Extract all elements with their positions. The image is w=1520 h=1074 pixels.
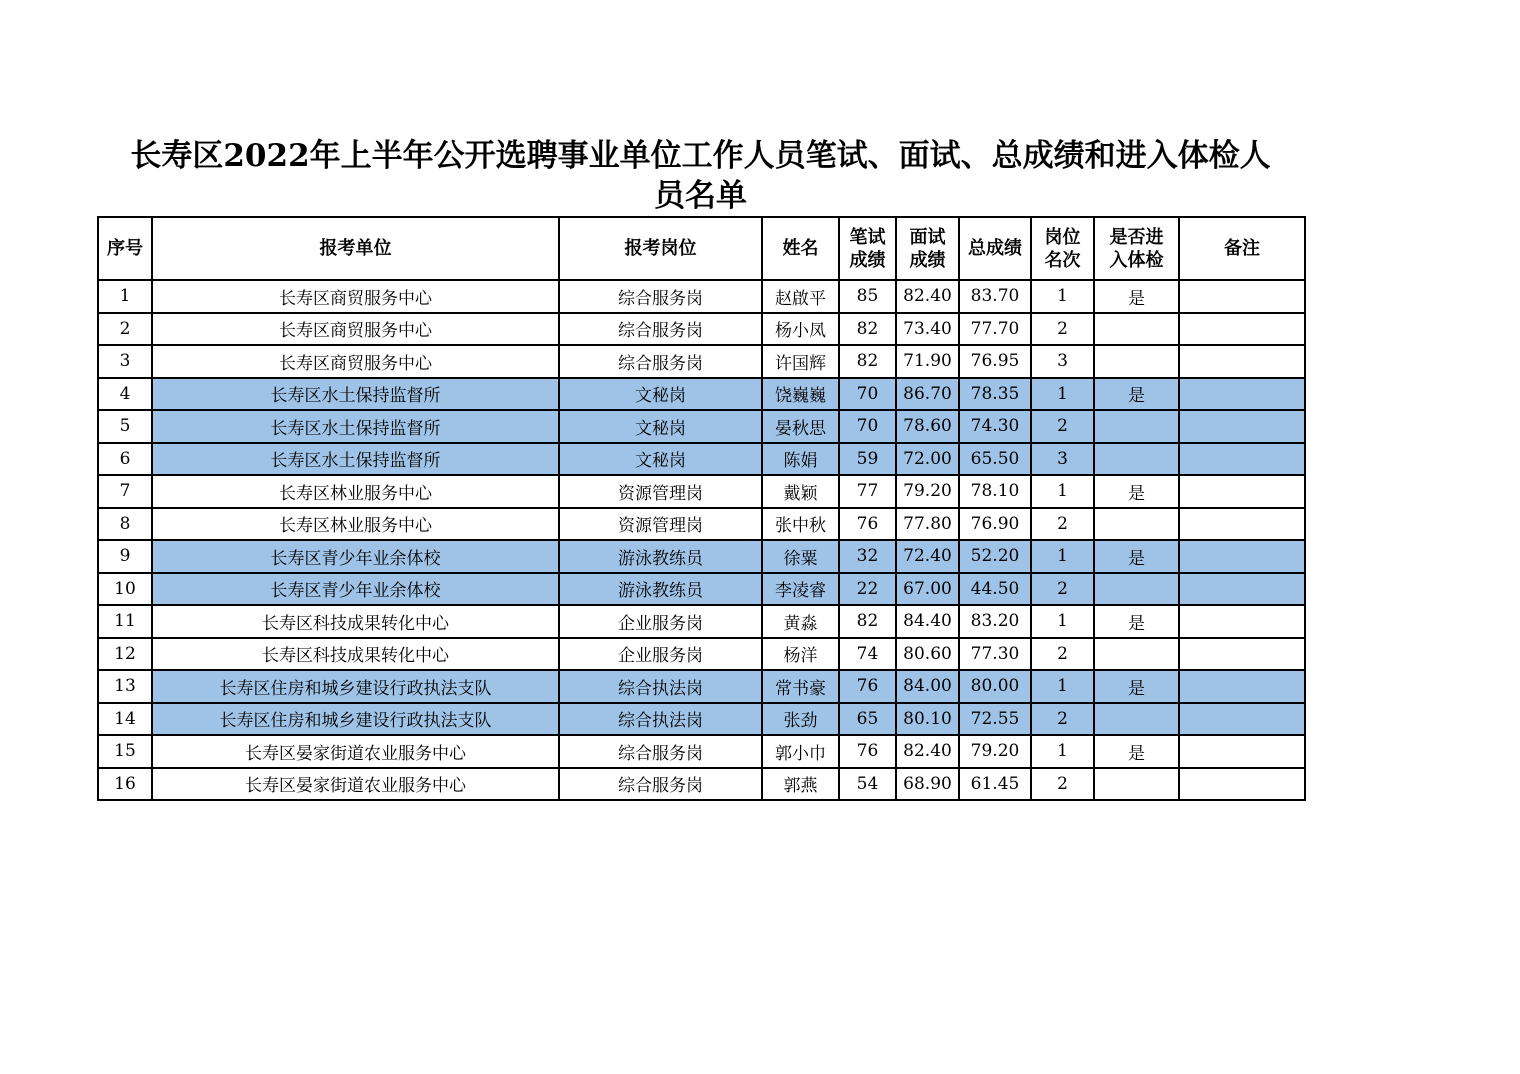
table-row bbox=[98, 605, 1305, 638]
cell-unit: 长寿区住房和城乡建设行政执法支队 bbox=[152, 703, 559, 736]
cell-remark bbox=[1179, 540, 1305, 573]
cell-interview-score: 80.60 bbox=[896, 638, 959, 671]
cell-remark bbox=[1179, 703, 1305, 736]
cell-name: 张中秋 bbox=[762, 508, 839, 541]
cell-unit: 长寿区林业服务中心 bbox=[152, 475, 559, 508]
cell-interview-score: 84.40 bbox=[896, 605, 959, 638]
cell-name: 赵啟平 bbox=[762, 280, 839, 313]
cell-unit: 长寿区晏家街道农业服务中心 bbox=[152, 768, 559, 801]
cell-physical-exam: 是 bbox=[1094, 540, 1179, 573]
table-row bbox=[98, 378, 1305, 411]
cell-interview-score: 67.00 bbox=[896, 573, 959, 606]
cell-written-score: 22 bbox=[839, 573, 896, 606]
cell-name: 黄淼 bbox=[762, 605, 839, 638]
title-line-1: 长寿区2022年上半年公开选聘事业单位工作人员笔试、面试、总成绩和进入体检人 bbox=[130, 138, 1271, 174]
cell-total-score: 83.70 bbox=[959, 280, 1031, 313]
cell-total-score: 77.70 bbox=[959, 313, 1031, 346]
cell-post: 企业服务岗 bbox=[559, 605, 762, 638]
cell-rank: 1 bbox=[1031, 378, 1094, 411]
cell-total-score: 79.20 bbox=[959, 735, 1031, 768]
table-row bbox=[98, 670, 1305, 703]
cell-seq: 3 bbox=[98, 345, 152, 378]
header-physical bbox=[1094, 217, 1179, 280]
table-row bbox=[98, 410, 1305, 443]
cell-written-score: 76 bbox=[839, 508, 896, 541]
cell-physical-exam: 是 bbox=[1094, 475, 1179, 508]
cell-name: 杨洋 bbox=[762, 638, 839, 671]
cell-name: 郭燕 bbox=[762, 768, 839, 801]
cell-written-score: 76 bbox=[839, 670, 896, 703]
cell-name: 徐粟 bbox=[762, 540, 839, 573]
cell-remark bbox=[1179, 475, 1305, 508]
cell-rank: 1 bbox=[1031, 475, 1094, 508]
table-row bbox=[98, 768, 1305, 801]
cell-interview-score: 68.90 bbox=[896, 768, 959, 801]
cell-interview-score: 72.40 bbox=[896, 540, 959, 573]
cell-physical-exam bbox=[1094, 313, 1179, 346]
cell-written-score: 82 bbox=[839, 345, 896, 378]
cell-remark bbox=[1179, 345, 1305, 378]
cell-unit: 长寿区水土保持监督所 bbox=[152, 378, 559, 411]
cell-seq: 7 bbox=[98, 475, 152, 508]
table-row bbox=[98, 475, 1305, 508]
cell-remark bbox=[1179, 443, 1305, 476]
cell-total-score: 76.90 bbox=[959, 508, 1031, 541]
cell-unit: 长寿区商贸服务中心 bbox=[152, 313, 559, 346]
cell-unit: 长寿区商贸服务中心 bbox=[152, 280, 559, 313]
cell-written-score: 70 bbox=[839, 410, 896, 443]
cell-unit: 长寿区青少年业余体校 bbox=[152, 540, 559, 573]
cell-rank: 1 bbox=[1031, 605, 1094, 638]
cell-remark bbox=[1179, 313, 1305, 346]
cell-interview-score: 84.00 bbox=[896, 670, 959, 703]
cell-name: 李凌睿 bbox=[762, 573, 839, 606]
cell-post: 资源管理岗 bbox=[559, 508, 762, 541]
cell-rank: 2 bbox=[1031, 768, 1094, 801]
cell-physical-exam bbox=[1094, 508, 1179, 541]
cell-physical-exam: 是 bbox=[1094, 670, 1179, 703]
cell-written-score: 65 bbox=[839, 703, 896, 736]
table-row bbox=[98, 313, 1305, 346]
cell-total-score: 77.30 bbox=[959, 638, 1031, 671]
cell-seq: 9 bbox=[98, 540, 152, 573]
cell-unit: 长寿区水土保持监督所 bbox=[152, 410, 559, 443]
table-row bbox=[98, 735, 1305, 768]
cell-seq: 14 bbox=[98, 703, 152, 736]
cell-rank: 1 bbox=[1031, 735, 1094, 768]
header-written-line-1: 笔试 bbox=[849, 226, 886, 248]
cell-unit: 长寿区晏家街道农业服务中心 bbox=[152, 735, 559, 768]
cell-post: 综合服务岗 bbox=[559, 313, 762, 346]
table-body bbox=[98, 280, 1305, 800]
table-row bbox=[98, 703, 1305, 736]
cell-unit: 长寿区科技成果转化中心 bbox=[152, 638, 559, 671]
cell-post: 综合执法岗 bbox=[559, 703, 762, 736]
cell-remark bbox=[1179, 735, 1305, 768]
header-unit: 报考单位 bbox=[152, 217, 559, 280]
cell-seq: 11 bbox=[98, 605, 152, 638]
table-header-row bbox=[98, 217, 1305, 280]
cell-written-score: 70 bbox=[839, 378, 896, 411]
cell-remark bbox=[1179, 768, 1305, 801]
cell-remark bbox=[1179, 670, 1305, 703]
cell-post: 文秘岗 bbox=[559, 443, 762, 476]
cell-remark bbox=[1179, 638, 1305, 671]
header-interview-score bbox=[896, 217, 959, 280]
cell-name: 郭小巾 bbox=[762, 735, 839, 768]
header-rank-line-2: 名次 bbox=[1044, 249, 1081, 271]
cell-remark bbox=[1179, 378, 1305, 411]
cell-physical-exam bbox=[1094, 410, 1179, 443]
cell-post: 综合服务岗 bbox=[559, 280, 762, 313]
cell-interview-score: 72.00 bbox=[896, 443, 959, 476]
cell-written-score: 82 bbox=[839, 313, 896, 346]
cell-seq: 8 bbox=[98, 508, 152, 541]
cell-post: 游泳教练员 bbox=[559, 540, 762, 573]
cell-rank: 2 bbox=[1031, 313, 1094, 346]
table-row bbox=[98, 345, 1305, 378]
header-interview-line-1: 面试 bbox=[909, 226, 946, 248]
cell-rank: 1 bbox=[1031, 670, 1094, 703]
cell-physical-exam: 是 bbox=[1094, 735, 1179, 768]
cell-seq: 10 bbox=[98, 573, 152, 606]
cell-physical-exam: 是 bbox=[1094, 378, 1179, 411]
cell-name: 常书豪 bbox=[762, 670, 839, 703]
cell-physical-exam bbox=[1094, 638, 1179, 671]
cell-rank: 3 bbox=[1031, 345, 1094, 378]
header-physical-line-1: 是否进 bbox=[1109, 226, 1164, 248]
cell-name: 陈娟 bbox=[762, 443, 839, 476]
cell-interview-score: 82.40 bbox=[896, 280, 959, 313]
header-name: 姓名 bbox=[762, 217, 839, 280]
cell-unit: 长寿区住房和城乡建设行政执法支队 bbox=[152, 670, 559, 703]
cell-seq: 1 bbox=[98, 280, 152, 313]
cell-name: 张劲 bbox=[762, 703, 839, 736]
cell-written-score: 82 bbox=[839, 605, 896, 638]
cell-interview-score: 78.60 bbox=[896, 410, 959, 443]
table-row bbox=[98, 540, 1305, 573]
cell-unit: 长寿区林业服务中心 bbox=[152, 508, 559, 541]
cell-seq: 15 bbox=[98, 735, 152, 768]
header-rank bbox=[1031, 217, 1094, 280]
cell-post: 企业服务岗 bbox=[559, 638, 762, 671]
cell-rank: 2 bbox=[1031, 573, 1094, 606]
cell-written-score: 54 bbox=[839, 768, 896, 801]
cell-written-score: 85 bbox=[839, 280, 896, 313]
cell-interview-score: 86.70 bbox=[896, 378, 959, 411]
cell-physical-exam bbox=[1094, 768, 1179, 801]
cell-seq: 6 bbox=[98, 443, 152, 476]
cell-remark bbox=[1179, 280, 1305, 313]
cell-rank: 1 bbox=[1031, 540, 1094, 573]
header-seq: 序号 bbox=[98, 217, 152, 280]
cell-unit: 长寿区水土保持监督所 bbox=[152, 443, 559, 476]
cell-seq: 13 bbox=[98, 670, 152, 703]
table-row bbox=[98, 508, 1305, 541]
cell-post: 综合执法岗 bbox=[559, 670, 762, 703]
cell-name: 饶巍巍 bbox=[762, 378, 839, 411]
cell-interview-score: 80.10 bbox=[896, 703, 959, 736]
cell-total-score: 61.45 bbox=[959, 768, 1031, 801]
cell-total-score: 83.20 bbox=[959, 605, 1031, 638]
cell-written-score: 77 bbox=[839, 475, 896, 508]
table-row bbox=[98, 443, 1305, 476]
cell-rank: 1 bbox=[1031, 280, 1094, 313]
cell-rank: 3 bbox=[1031, 443, 1094, 476]
cell-rank: 2 bbox=[1031, 410, 1094, 443]
cell-seq: 5 bbox=[98, 410, 152, 443]
cell-written-score: 59 bbox=[839, 443, 896, 476]
document-title bbox=[97, 136, 1304, 216]
cell-physical-exam bbox=[1094, 443, 1179, 476]
cell-remark bbox=[1179, 410, 1305, 443]
title-line-2: 员名单 bbox=[654, 178, 747, 214]
cell-interview-score: 79.20 bbox=[896, 475, 959, 508]
cell-rank: 2 bbox=[1031, 508, 1094, 541]
cell-seq: 2 bbox=[98, 313, 152, 346]
cell-rank: 2 bbox=[1031, 638, 1094, 671]
header-written-line-2: 成绩 bbox=[849, 249, 886, 271]
cell-total-score: 72.55 bbox=[959, 703, 1031, 736]
cell-seq: 16 bbox=[98, 768, 152, 801]
cell-seq: 12 bbox=[98, 638, 152, 671]
cell-post: 综合服务岗 bbox=[559, 768, 762, 801]
cell-total-score: 78.10 bbox=[959, 475, 1031, 508]
header-total: 总成绩 bbox=[959, 217, 1031, 280]
cell-remark bbox=[1179, 605, 1305, 638]
cell-unit: 长寿区科技成果转化中心 bbox=[152, 605, 559, 638]
header-interview-line-2: 成绩 bbox=[909, 249, 946, 271]
cell-seq: 4 bbox=[98, 378, 152, 411]
cell-physical-exam: 是 bbox=[1094, 605, 1179, 638]
header-post: 报考岗位 bbox=[559, 217, 762, 280]
header-rank-line-1: 岗位 bbox=[1044, 226, 1081, 248]
cell-name: 杨小凤 bbox=[762, 313, 839, 346]
cell-physical-exam bbox=[1094, 703, 1179, 736]
cell-written-score: 74 bbox=[839, 638, 896, 671]
cell-total-score: 76.95 bbox=[959, 345, 1031, 378]
cell-unit: 长寿区青少年业余体校 bbox=[152, 573, 559, 606]
cell-remark bbox=[1179, 508, 1305, 541]
cell-interview-score: 77.80 bbox=[896, 508, 959, 541]
cell-interview-score: 82.40 bbox=[896, 735, 959, 768]
cell-written-score: 32 bbox=[839, 540, 896, 573]
cell-total-score: 44.50 bbox=[959, 573, 1031, 606]
cell-unit: 长寿区商贸服务中心 bbox=[152, 345, 559, 378]
cell-total-score: 74.30 bbox=[959, 410, 1031, 443]
cell-post: 游泳教练员 bbox=[559, 573, 762, 606]
cell-remark bbox=[1179, 573, 1305, 606]
cell-physical-exam bbox=[1094, 345, 1179, 378]
cell-post: 综合服务岗 bbox=[559, 345, 762, 378]
cell-interview-score: 73.40 bbox=[896, 313, 959, 346]
table-row bbox=[98, 638, 1305, 671]
header-physical-line-2: 入体检 bbox=[1109, 249, 1164, 271]
cell-physical-exam: 是 bbox=[1094, 280, 1179, 313]
cell-total-score: 52.20 bbox=[959, 540, 1031, 573]
cell-name: 许国辉 bbox=[762, 345, 839, 378]
cell-post: 文秘岗 bbox=[559, 378, 762, 411]
cell-rank: 2 bbox=[1031, 703, 1094, 736]
header-written-score bbox=[839, 217, 896, 280]
cell-post: 综合服务岗 bbox=[559, 735, 762, 768]
cell-total-score: 78.35 bbox=[959, 378, 1031, 411]
cell-name: 晏秋思 bbox=[762, 410, 839, 443]
cell-physical-exam bbox=[1094, 573, 1179, 606]
cell-interview-score: 71.90 bbox=[896, 345, 959, 378]
cell-name: 戴颖 bbox=[762, 475, 839, 508]
cell-total-score: 80.00 bbox=[959, 670, 1031, 703]
table-row bbox=[98, 573, 1305, 606]
results-table bbox=[97, 216, 1306, 801]
table-row bbox=[98, 280, 1305, 313]
cell-post: 资源管理岗 bbox=[559, 475, 762, 508]
cell-post: 文秘岗 bbox=[559, 410, 762, 443]
cell-written-score: 76 bbox=[839, 735, 896, 768]
header-remark: 备注 bbox=[1179, 217, 1305, 280]
cell-total-score: 65.50 bbox=[959, 443, 1031, 476]
